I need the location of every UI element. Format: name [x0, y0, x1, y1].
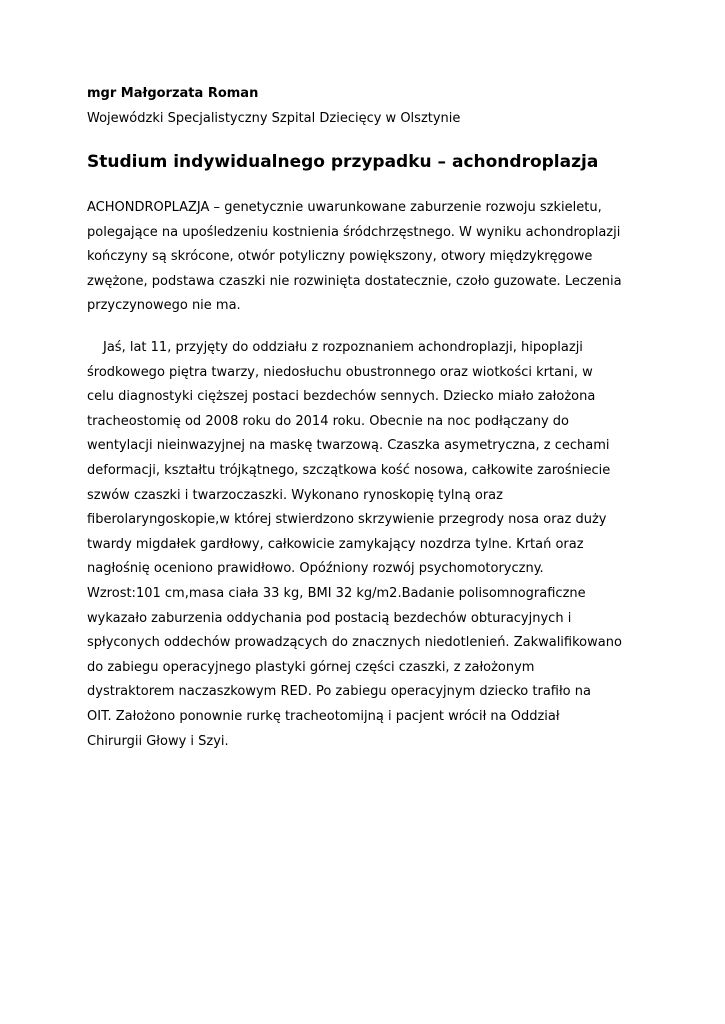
author-name: mgr Małgorzata Roman — [87, 86, 259, 101]
paragraph-line: szwów czaszki i twarzoczaszki. Wykonano rynoskopię tylną oraz — [87, 487, 503, 503]
document-title: Studium indywidualnego przypadku – achondroplazja — [87, 152, 599, 172]
paragraph-definition — [87, 196, 647, 319]
paragraph-line: tracheostomię od 2008 roku do 2014 roku. Obecnie na noc podłączany do — [87, 413, 569, 429]
paragraph-line: spłyconych oddechów prowadzących do znacznych niedotlenień. Zakwalifikowano — [87, 635, 622, 651]
paragraph-line: wykazało zaburzenia oddychania pod postacią bezdechów obturacyjnych i — [87, 610, 572, 626]
paragraph-line: środkowego piętra twarzy, niedosłuchu obustronnego oraz wiotkości krtani, w — [87, 364, 593, 380]
paragraph-line: Jaś, lat 11, przyjęty do oddziału z rozpoznaniem achondroplazji, hipoplazji — [103, 340, 583, 355]
paragraph-line: do zabiegu operacyjnego plastyki górnej części czaszki, z założonym — [87, 659, 535, 675]
paragraph-line: OIT. Założono ponownie rurkę tracheotomijną i pacjent wrócił na Oddział — [87, 708, 560, 724]
paragraph-line: zwężone, podstawa czaszki nie rozwinięta dostatecznie, czoło guzowate. Leczenia — [87, 273, 622, 289]
paragraph-line: deformacji, kształtu trójkątnego, szczątkowa kość nosowa, całkowite zarośniecie — [87, 462, 611, 478]
paragraph-line: nagłośnię oceniono prawidłowo. Opóźniony rozwój psychomotoryczny. — [87, 561, 544, 577]
paragraph-line: kończyny są skrócone, otwór potyliczny powiększony, otwory międzykręgowe — [87, 249, 593, 265]
institution-name: Wojewódzki Specjalistyczny Szpital Dziecięcy w Olsztynie — [87, 111, 461, 126]
paragraph-line: Chirurgii Głowy i Szyi. — [87, 733, 229, 749]
paragraph-line: dystraktorem naczaszkowym RED. Po zabiegu operacyjnym dziecko trafiło na — [87, 684, 591, 700]
paragraph-line: fiberolaryngoskopie,w której stwierdzono skrzywienie przegrody nosa oraz duży — [87, 512, 607, 528]
paragraph-line: przyczynowego nie ma. — [87, 298, 241, 314]
paragraph-line: Wzrost:101 cm,masa ciała 33 kg, BMI 32 kg/m2.Badanie polisomnograficzne — [87, 585, 586, 601]
paragraph-case-description — [87, 336, 647, 754]
paragraph-line: ACHONDROPLAZJA – genetycznie uwarunkowane zaburzenie rozwoju szkieletu, — [87, 200, 602, 215]
paragraph-line: celu diagnostyki cięższej postaci bezdechów sennych. Dziecko miało założona — [87, 389, 596, 405]
paragraph-line: twardy migdałek gardłowy, całkowicie zamykający nozdrza tylne. Krtań oraz — [87, 536, 584, 552]
paragraph-line: polegające na upośledzeniu kostnienia śródchrzęstnego. W wyniku achondroplazji — [87, 224, 621, 240]
paragraph-line: wentylacji nieinwazyjnej na maskę twarzową. Czaszka asymetryczna, z cechami — [87, 438, 610, 454]
